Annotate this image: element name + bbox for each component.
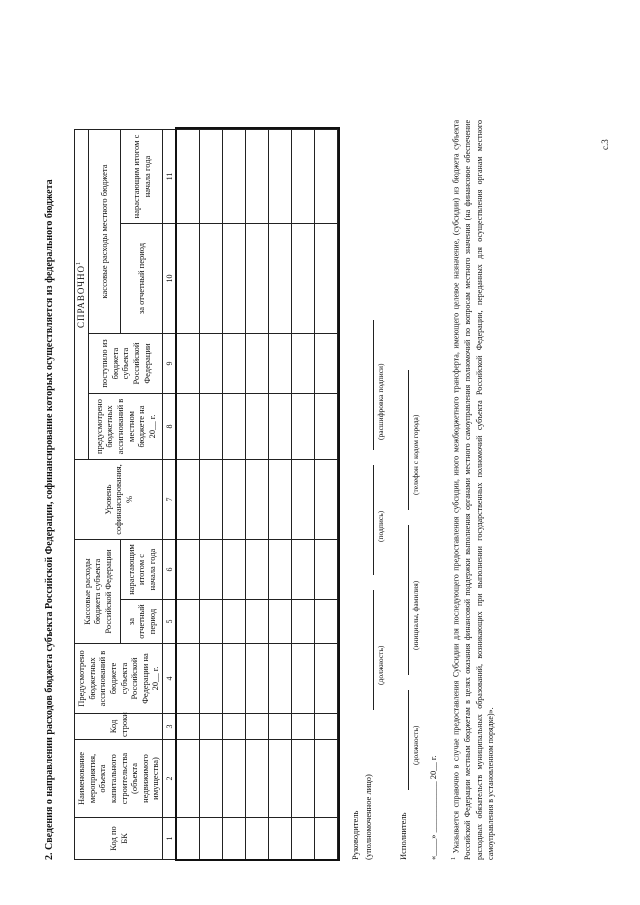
table-cell[interactable]: [292, 334, 315, 394]
table-cell[interactable]: [269, 540, 292, 600]
head-label: Руководитель: [350, 810, 360, 860]
table-row: [246, 129, 269, 859]
caption-signature: (подпись): [376, 510, 385, 542]
table-cell[interactable]: [177, 394, 200, 460]
table-cell[interactable]: [292, 644, 315, 714]
header-cash-regional: Кассовые расходы бюджета субъекта Российской Федерации: [75, 540, 121, 644]
head-signature-line[interactable]: [373, 465, 374, 575]
table-cell[interactable]: [223, 394, 246, 460]
table-cell[interactable]: [292, 460, 315, 540]
table-cell[interactable]: [292, 129, 315, 223]
table-cell[interactable]: [246, 460, 269, 540]
table-cell[interactable]: [246, 600, 269, 644]
caption-exec-position: (должность): [411, 725, 420, 765]
col-num: 4: [163, 644, 177, 714]
table-cell[interactable]: [223, 129, 246, 223]
table-cell[interactable]: [315, 644, 338, 714]
executor-position-line[interactable]: [408, 690, 409, 790]
table-cell[interactable]: [246, 714, 269, 740]
table-cell[interactable]: [315, 334, 338, 394]
table-cell[interactable]: [223, 334, 246, 394]
table-cell[interactable]: [292, 540, 315, 600]
table-cell[interactable]: [269, 460, 292, 540]
table-cell[interactable]: [246, 334, 269, 394]
head-position-line[interactable]: [373, 590, 374, 710]
header-period-local: за отчетный период: [121, 224, 163, 334]
table-row: [292, 129, 315, 859]
table-cell[interactable]: [315, 540, 338, 600]
table-cell[interactable]: [177, 644, 200, 714]
caption-initials: (инициалы, фамилия): [411, 580, 420, 650]
table-cell[interactable]: [177, 460, 200, 540]
col-num: 7: [163, 460, 177, 540]
table-cell[interactable]: [200, 129, 223, 223]
header-kbk: Код по БК: [75, 818, 163, 860]
table-cell[interactable]: [315, 818, 338, 860]
head-decoding-line[interactable]: [373, 320, 374, 450]
footnote-text: Указывается справочно в случае предоставления Субсидии для последующего предоставления субсидии, иного межбюджетного трансферта, имеющего целевое назначение, (субсидии) из бюджета субъекта Российской Федерации местным бюджетам в целях оказания финансовой поддержки выполнения органами местного самоуправления полномочий по вопросам местного значения (на финансовое обеспечение расходных обязательств муниципальных образований, возникающих при выполнении государственных полномочий субъекта Российской Федерации, переданных для осуществления органам местного самоуправления в установленном порядке)».: [451, 120, 496, 860]
header-cumulative-local: нарастающим итогом с начала года: [121, 129, 163, 223]
table-cell[interactable]: [223, 224, 246, 334]
table-cell[interactable]: [292, 818, 315, 860]
table-row: [200, 129, 223, 859]
table-cell[interactable]: [177, 818, 200, 860]
table-row: [177, 129, 200, 859]
header-cash-local: кассовые расходы местного бюджета: [89, 129, 121, 333]
table-cell[interactable]: [246, 540, 269, 600]
table-cell[interactable]: [223, 818, 246, 860]
table-cell[interactable]: [200, 644, 223, 714]
expenditure-table: [74, 129, 338, 860]
section-title: 2. Сведения о направлении расходов бюджета субъекта Российской Федерации, софинансирование которых осуществляется из федерального бюджета: [44, 179, 55, 860]
table-cell[interactable]: [223, 714, 246, 740]
table-cell[interactable]: [200, 740, 223, 818]
table-cell[interactable]: [223, 740, 246, 818]
col-num: 10: [163, 224, 177, 334]
header-row-code: Код строки: [75, 714, 163, 740]
header-cumulative-regional: нарастающим итогом с начала года: [121, 540, 163, 600]
table-cell[interactable]: [315, 394, 338, 460]
footnote-mark: 1: [451, 857, 457, 860]
executor-phone-line[interactable]: [408, 370, 409, 510]
footnote: [450, 120, 497, 860]
col-num: 6: [163, 540, 177, 600]
table-cell[interactable]: [269, 334, 292, 394]
page-number: с.3: [600, 139, 610, 150]
table-cell[interactable]: [269, 129, 292, 223]
header-cofinancing-level: Уровень софинансирования, %: [75, 460, 163, 540]
table-cell[interactable]: [177, 714, 200, 740]
table-cell[interactable]: [177, 740, 200, 818]
col-num: 8: [163, 394, 177, 460]
table-cell[interactable]: [269, 644, 292, 714]
col-num: 5: [163, 600, 177, 644]
table-cell[interactable]: [246, 818, 269, 860]
table-body: [177, 129, 338, 859]
table-cell[interactable]: [315, 129, 338, 223]
header-spravochno: СПРАВОЧНО$^1$: [75, 129, 89, 459]
date-field[interactable]: «____» ____________ 20__ г.: [428, 755, 438, 860]
header-name: Наименование мероприятия, объекта капитального строительства (объекта недвижимого имущества): [75, 740, 163, 818]
column-numbers-row: [163, 129, 177, 859]
table-cell[interactable]: [269, 740, 292, 818]
table-row: [223, 129, 246, 859]
table-cell[interactable]: [223, 460, 246, 540]
table-cell[interactable]: [200, 224, 223, 334]
table-cell[interactable]: [315, 740, 338, 818]
header-planned-local: предусмотрено бюджетных ассигнований в местном бюджете на 20__ г.: [89, 394, 163, 460]
table-cell[interactable]: [292, 224, 315, 334]
caption-decoding: (расшифровка подписи): [376, 363, 385, 440]
col-num: 11: [163, 129, 177, 223]
table-cell[interactable]: [269, 600, 292, 644]
table-cell[interactable]: [177, 600, 200, 644]
head-sublabel: (уполномоченное лицо): [363, 774, 373, 860]
table-cell[interactable]: [223, 600, 246, 644]
caption-phone: (телефон с кодом города): [411, 414, 420, 495]
col-num: 9: [163, 334, 177, 394]
table-cell[interactable]: [246, 394, 269, 460]
table-cell[interactable]: [223, 540, 246, 600]
col-num: 3: [163, 714, 177, 740]
caption-position: (должность): [376, 645, 385, 685]
table-cell[interactable]: [269, 818, 292, 860]
table-cell[interactable]: [200, 460, 223, 540]
table-cell[interactable]: [200, 818, 223, 860]
table-cell[interactable]: [200, 540, 223, 600]
table-cell[interactable]: [292, 714, 315, 740]
table-cell[interactable]: [246, 224, 269, 334]
table-cell[interactable]: [177, 334, 200, 394]
table-cell[interactable]: [269, 714, 292, 740]
table-cell[interactable]: [200, 394, 223, 460]
rotated-form: [30, 100, 610, 860]
table-cell[interactable]: [292, 394, 315, 460]
col-num: 2: [163, 740, 177, 818]
table-cell[interactable]: [269, 224, 292, 334]
header-period-regional: за отчетный период: [121, 600, 163, 644]
header-received: поступило из бюджета субъекта Российской Федерации: [89, 334, 163, 394]
table-cell[interactable]: [177, 224, 200, 334]
table-row: [269, 129, 292, 859]
table-cell[interactable]: [200, 600, 223, 644]
executor-name-line[interactable]: [408, 525, 409, 675]
table-cell[interactable]: [246, 740, 269, 818]
table-cell[interactable]: [177, 540, 200, 600]
table-cell[interactable]: [315, 460, 338, 540]
table-cell[interactable]: [177, 129, 200, 223]
executor-label: Исполнитель: [398, 812, 408, 860]
table-row: [315, 129, 338, 859]
table-cell[interactable]: [269, 394, 292, 460]
table-cell[interactable]: [315, 224, 338, 334]
table-cell[interactable]: [315, 714, 338, 740]
table-cell[interactable]: [223, 644, 246, 714]
table-cell[interactable]: [315, 600, 338, 644]
table-cell[interactable]: [200, 334, 223, 394]
col-num: 1: [163, 818, 177, 860]
header-planned-regional: Предусмотрено бюджетных ассигнований в бюджете субъекта Российской Федерации на 20__ г.: [75, 644, 163, 714]
table-cell[interactable]: [246, 644, 269, 714]
table-cell[interactable]: [292, 600, 315, 644]
table-cell[interactable]: [292, 740, 315, 818]
table-cell[interactable]: [246, 129, 269, 223]
table-cell[interactable]: [200, 714, 223, 740]
